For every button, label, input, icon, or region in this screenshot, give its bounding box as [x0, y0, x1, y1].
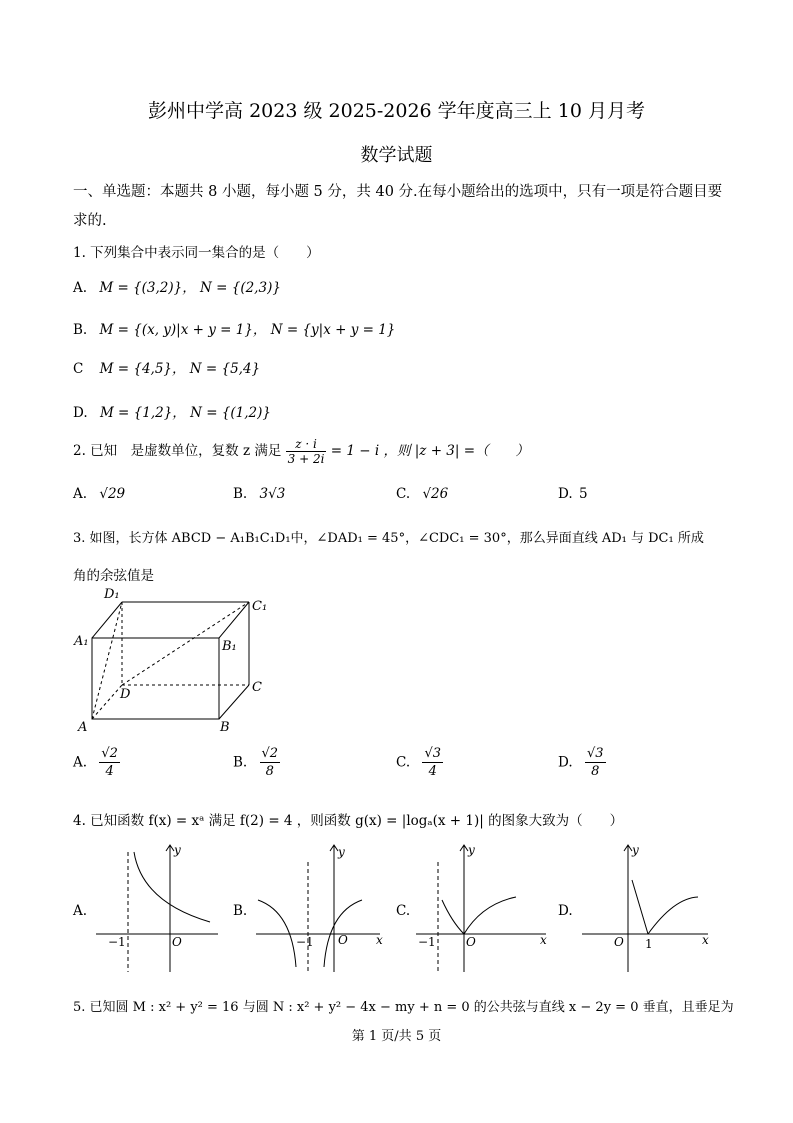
option-fraction — [99, 745, 120, 780]
q3-stem-line1: 3. 如图，长方体 ABCD − A₁B₁C₁D₁中，∠DAD₁ = 45°，∠CDC₁ = 30°，那么异面直线 AD₁ 与 DC₁ 所成 — [73, 531, 704, 546]
label-d: D — [120, 687, 131, 702]
cuboid-figure — [72, 588, 282, 736]
fraction-denominator: 8 — [265, 764, 274, 779]
q1-option-c — [73, 357, 260, 377]
axis-label-y: y — [338, 845, 345, 859]
fraction-numerator: √3 — [586, 746, 604, 761]
fraction-numerator: √2 — [261, 746, 279, 761]
fraction-numerator: √2 — [101, 746, 118, 761]
option-label: D. — [558, 754, 573, 771]
label-a: A — [78, 720, 88, 735]
q3-option-d — [558, 745, 606, 780]
q2-fraction — [286, 437, 327, 466]
option-text: 3√3 — [259, 486, 286, 502]
fraction-denominator: 8 — [591, 764, 600, 779]
axis-label-origin: O — [466, 935, 476, 949]
option-text: M = {1,2}， N = {(1,2)} — [99, 405, 271, 421]
axis-label-x: x — [540, 933, 547, 947]
option-label: A. — [73, 486, 88, 502]
q4-option-d-label: D. — [558, 903, 573, 919]
axis-label-origin: O — [172, 935, 182, 949]
q3-option-a — [73, 745, 120, 780]
q2-stem-post: = 1 − i ，则 |z + 3| =（ ） — [330, 443, 530, 459]
q3-option-c — [396, 745, 443, 780]
axis-label-y: y — [632, 843, 639, 857]
option-text: M = {4,5}， N = {5,4} — [99, 361, 261, 377]
q4-graph-b — [252, 842, 392, 976]
label-a1: A₁ — [74, 634, 89, 649]
axis-label-neg1: −1 — [108, 935, 126, 949]
axis-label-one: 1 — [645, 937, 653, 951]
q2-option-a — [73, 486, 125, 502]
q4-graph-c — [412, 842, 552, 976]
option-label: D. — [73, 405, 88, 421]
page-title: 彭州中学高 2023 级 2025-2026 学年度高三上 10 月月考 — [148, 100, 645, 122]
option-label: B. — [73, 322, 88, 338]
fraction-numerator: z · i — [286, 437, 327, 452]
option-text: √29 — [99, 486, 126, 502]
label-c: C — [252, 680, 262, 695]
q1-option-d — [73, 401, 271, 421]
q4-graph-a — [92, 842, 222, 976]
fraction-numerator: √3 — [424, 746, 441, 761]
page-footer: 第 1 页/共 5 页 — [351, 1029, 442, 1044]
option-fraction — [260, 745, 281, 780]
option-label: B. — [233, 486, 248, 502]
option-text: M = {(x, y)|x + y = 1}， N = {y|x + y = 1} — [99, 322, 396, 338]
option-fraction — [585, 745, 606, 780]
option-label: C. — [396, 754, 411, 771]
q2-option-b — [233, 486, 285, 502]
option-label: A. — [73, 754, 88, 771]
label-d1: D₁ — [104, 588, 120, 602]
q1-option-b — [73, 318, 395, 338]
q4-option-c-label: C. — [396, 903, 411, 919]
option-label: C. — [396, 486, 411, 502]
option-label: C — [73, 361, 84, 377]
q5-stem: 5. 已知圆 M : x² + y² = 16 与圆 N : x² + y² − 4x − my + n = 0 的公共弦与直线 x − 2y = 0 垂直，且垂足为 — [73, 1000, 734, 1015]
option-text: √26 — [422, 486, 449, 502]
section-heading: 一、单选题：本题共 8 小题，每小题 5 分，共 40 分.在每小题给出的选项中，只有一项是符合题目要求的. — [73, 184, 723, 229]
q4-stem: 4. 已知函数 f(x) = xᵃ 满足 f(2) = 4 ，则函数 g(x) = |logₐ(x + 1)| 的图象大致为（ ） — [73, 813, 624, 829]
axis-label-origin: O — [614, 935, 624, 949]
q1-option-a — [73, 276, 281, 296]
option-label: A. — [73, 280, 88, 296]
q4-option-b-label: B. — [233, 903, 248, 919]
axis-label-neg1: −1 — [418, 935, 436, 949]
q2-option-c — [396, 486, 448, 502]
label-c1: C₁ — [252, 599, 268, 614]
option-label: D. — [558, 486, 573, 502]
q1-stem: 1. 下列集合中表示同一集合的是（ ） — [73, 245, 320, 261]
option-text: M = {(3,2)}， N = {(2,3)} — [99, 280, 281, 296]
q4-option-a-label: A. — [73, 903, 88, 919]
label-b: B — [220, 720, 230, 735]
q3-stem-line2: 角的余弦值是 — [73, 568, 154, 584]
axis-label-y: y — [468, 843, 475, 857]
axis-label-x: x — [702, 933, 709, 947]
fraction-denominator: 3 + 2i — [287, 452, 325, 466]
q2-option-d — [558, 486, 588, 502]
fraction-denominator: 4 — [105, 764, 114, 779]
axis-label-origin: O — [338, 933, 348, 947]
fraction-denominator: 4 — [428, 764, 437, 779]
q3-option-b — [233, 745, 280, 780]
q2-stem — [73, 437, 529, 466]
q4-graph-d — [578, 842, 718, 976]
axis-label-y: y — [174, 843, 181, 857]
axis-label-neg1: −1 — [296, 935, 314, 949]
option-label: B. — [233, 754, 248, 771]
label-b1: B₁ — [222, 639, 237, 654]
option-fraction — [422, 745, 443, 780]
axis-label-x: x — [376, 933, 383, 947]
q2-stem-pre: 2. 已知 是虚数单位，复数 z 满足 — [73, 443, 282, 459]
option-text: 5 — [578, 486, 588, 502]
page-subtitle: 数学试题 — [360, 145, 433, 166]
